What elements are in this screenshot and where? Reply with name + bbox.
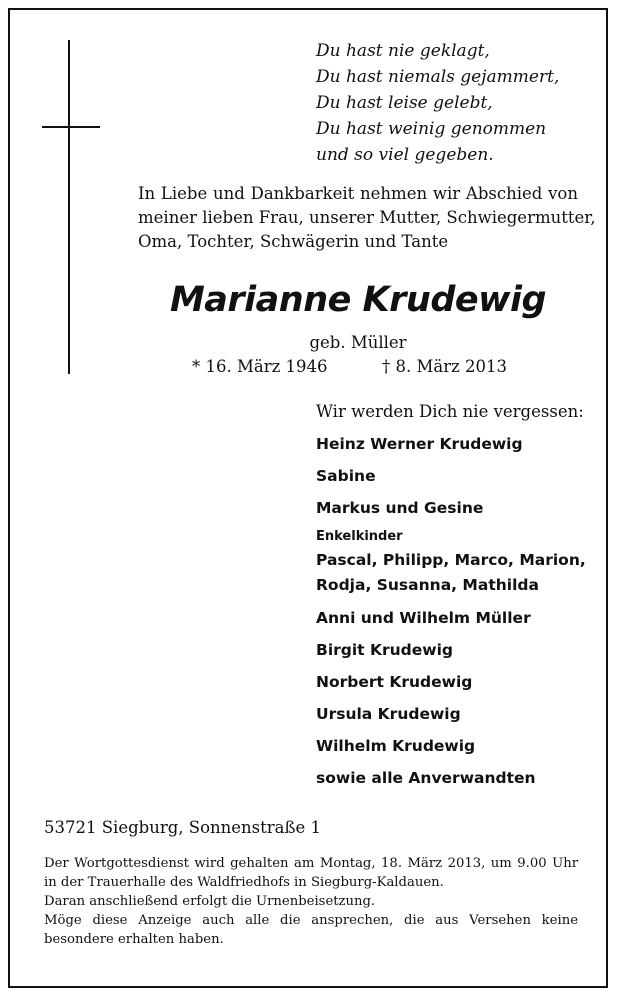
address: 53721 Siegburg, Sonnenstraße 1 xyxy=(44,818,322,837)
survivor-name: Norbert Krudewig xyxy=(316,673,473,691)
poem-line: Du hast niemals gejammert, xyxy=(316,67,560,87)
service-line: besondere erhalten haben. xyxy=(44,932,224,947)
service-line: in der Trauerhalle des Waldfriedhofs in Siegburg-Kaldauen. xyxy=(44,875,444,890)
intro-line: meiner lieben Frau, unserer Mutter, Schwiegermutter, xyxy=(138,208,596,227)
survivor-name: Ursula Krudewig xyxy=(316,705,461,723)
survivor-name: Heinz Werner Krudewig xyxy=(316,435,523,453)
cross-icon-bar xyxy=(42,126,100,128)
service-line: Der Wortgottesdienst wird gehalten am Montag, 18. März 2013, um 9.00 Uhr xyxy=(44,856,578,871)
survivor-name: Wilhelm Krudewig xyxy=(316,737,476,755)
survivor-name: Sabine xyxy=(316,467,376,485)
poem-line: Du hast leise gelebt, xyxy=(316,93,493,113)
survivor-name: sowie alle Anverwandten xyxy=(316,769,536,787)
grandchildren-label: Enkelkinder xyxy=(316,529,403,544)
service-line: Möge diese Anzeige auch alle die ansprechen, die aus Versehen keine xyxy=(44,913,578,928)
survivor-name: Anni und Wilhelm Müller xyxy=(316,609,531,627)
poem-line: und so viel gegeben. xyxy=(316,145,494,165)
service-line: Daran anschließend erfolgt die Urnenbeisetzung. xyxy=(44,894,376,909)
poem-line: Du hast nie geklagt, xyxy=(316,41,490,61)
deceased-name: Marianne Krudewig xyxy=(169,280,547,320)
maiden-name: geb. Müller xyxy=(309,333,407,352)
intro-line: Oma, Tochter, Schwägerin und Tante xyxy=(138,232,449,251)
service-info xyxy=(44,854,578,949)
grandchildren-names: Rodja, Susanna, Mathilda xyxy=(316,576,539,594)
death-date: † 8. März 2013 xyxy=(382,357,508,376)
intro-line: In Liebe und Dankbarkeit nehmen wir Abschied von xyxy=(138,184,578,203)
survivor-name: Birgit Krudewig xyxy=(316,641,454,659)
poem-line: Du hast weinig genommen xyxy=(316,119,547,139)
poem xyxy=(316,38,596,168)
intro-text xyxy=(138,182,596,254)
survivor-name: Markus und Gesine xyxy=(316,499,484,517)
grandchildren-names: Pascal, Philipp, Marco, Marion, xyxy=(316,551,586,569)
cross-icon xyxy=(68,40,70,374)
survivors-lead: Wir werden Dich nie vergessen: xyxy=(316,402,584,421)
birth-date: * 16. März 1946 xyxy=(192,357,328,376)
survivors-list xyxy=(316,400,606,798)
